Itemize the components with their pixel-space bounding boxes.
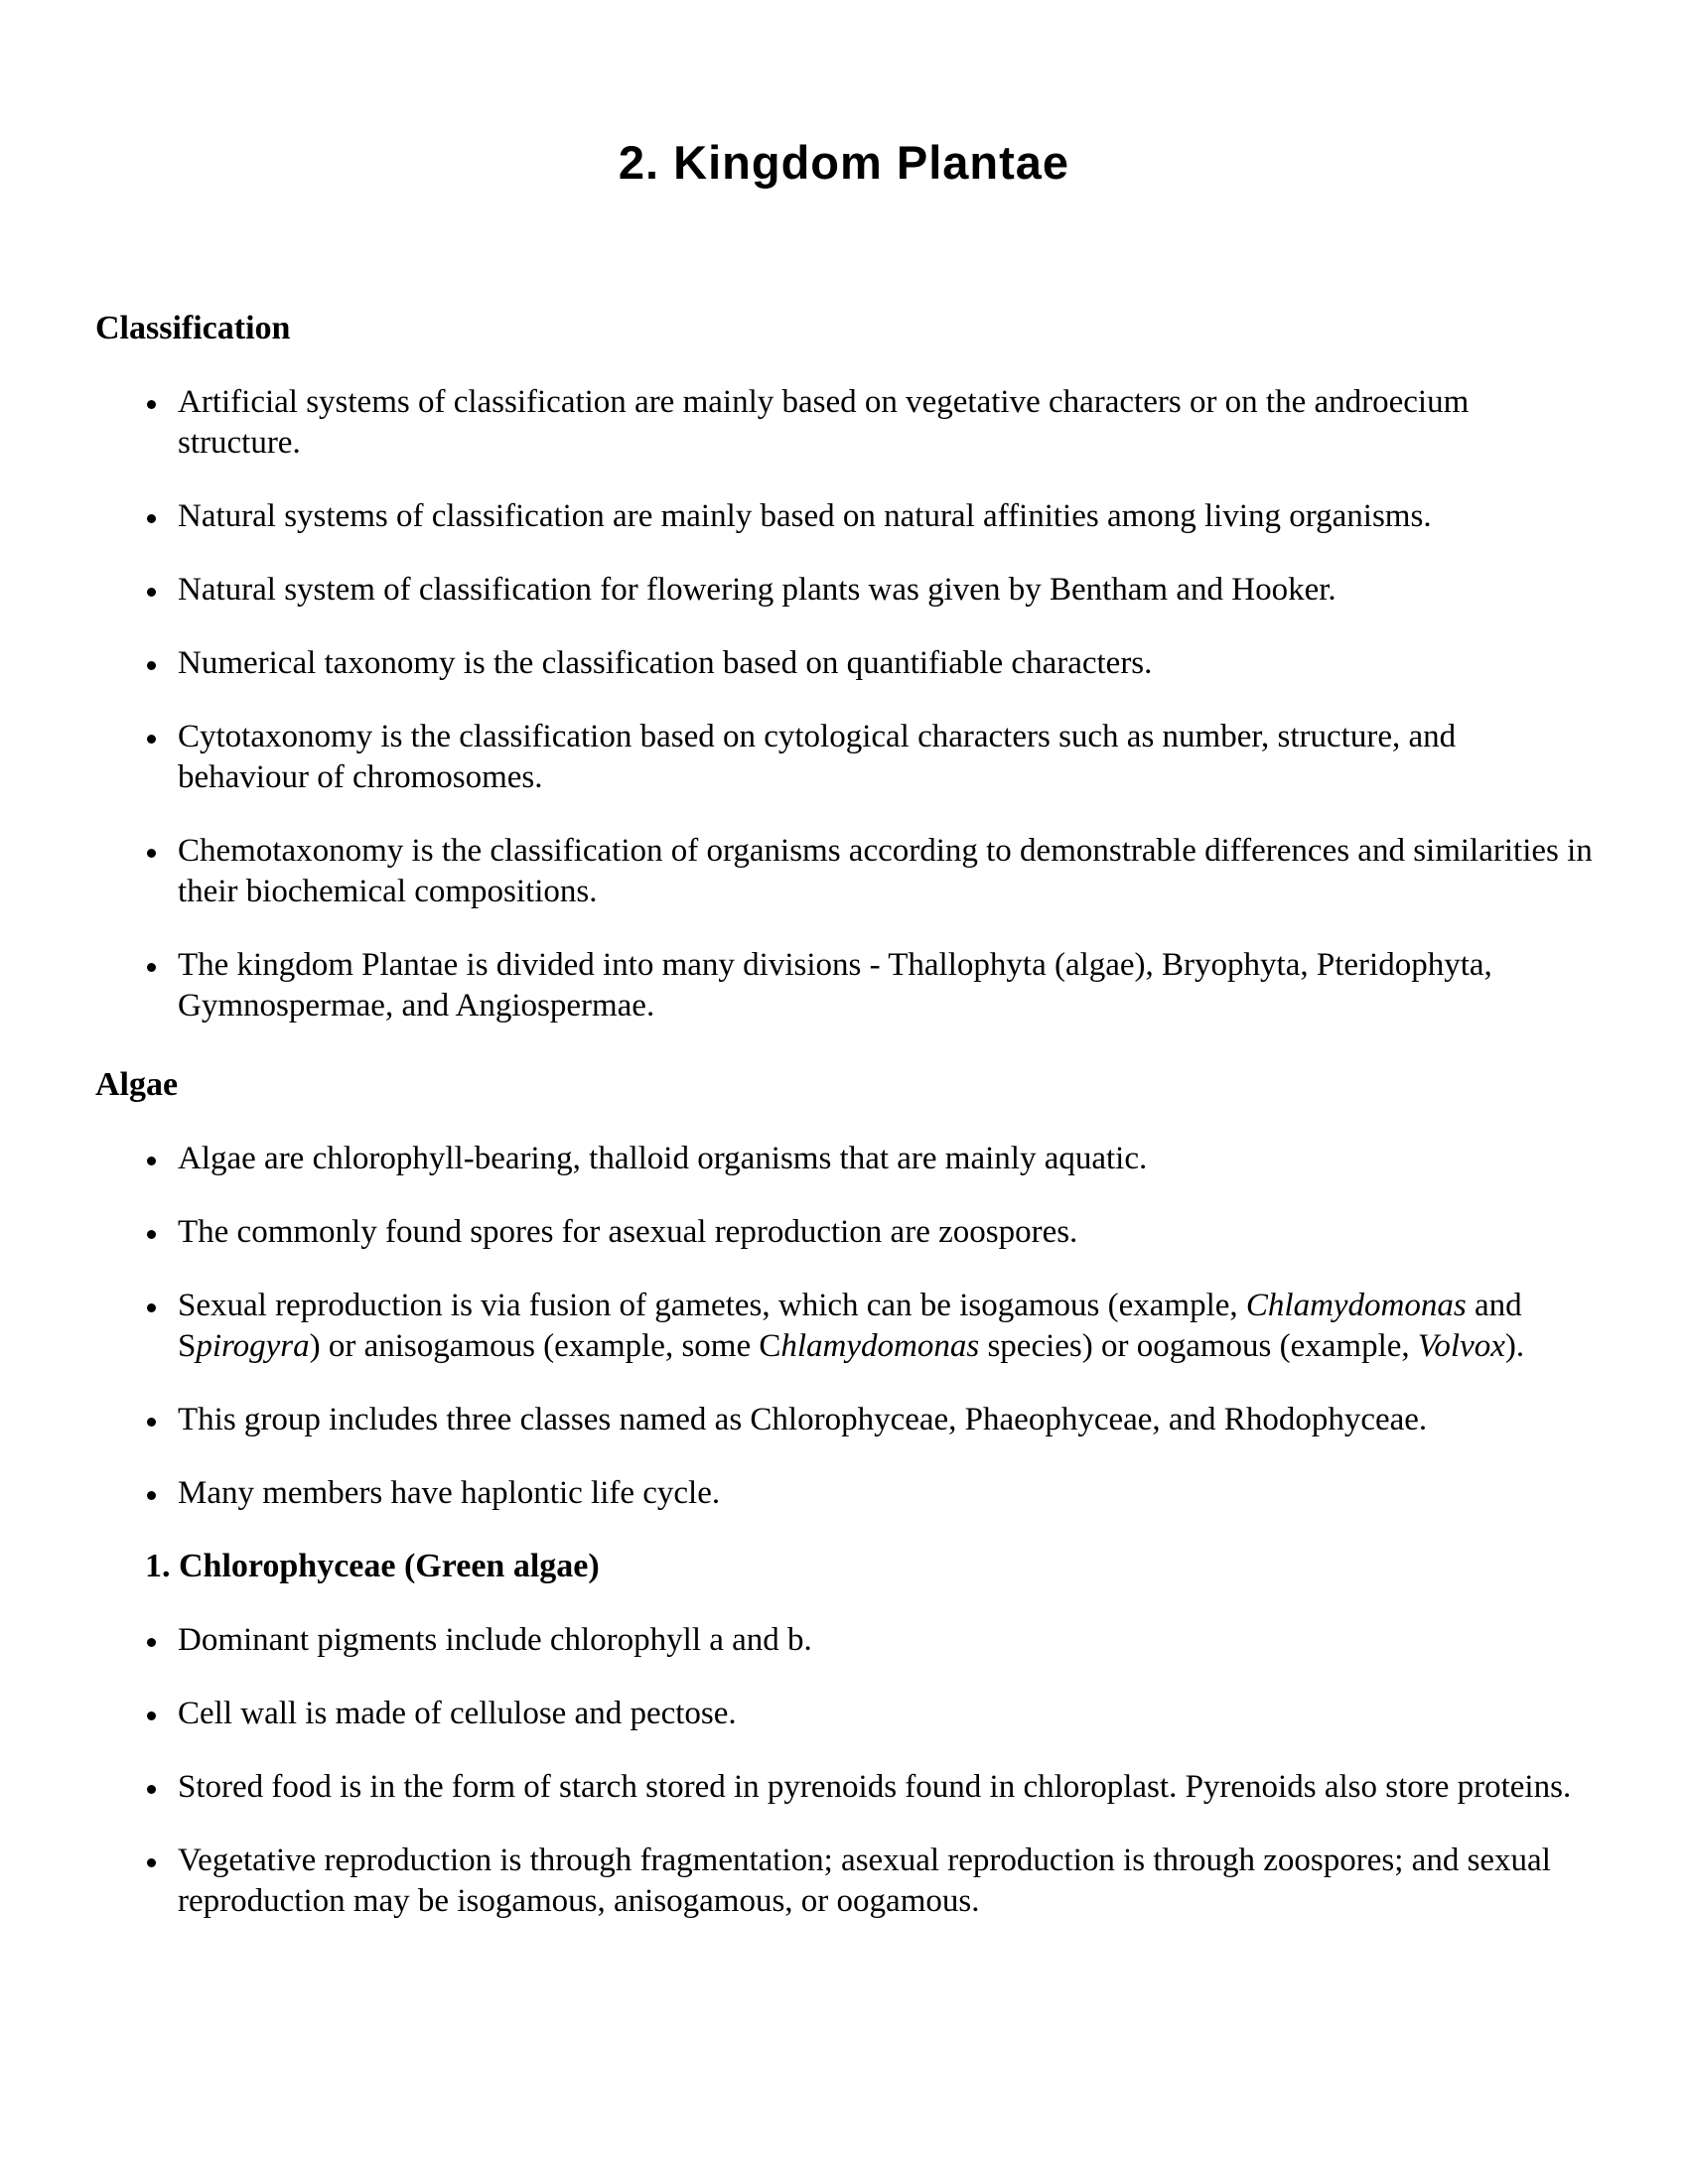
- species-name: hlamydomonas: [780, 1328, 980, 1364]
- text-run: ).: [1504, 1328, 1525, 1364]
- list-item: Dominant pigments include chlorophyll a and b.: [95, 1620, 1593, 1661]
- list-item: The kingdom Plantae is divided into many divisions - Thallophyta (algae), Bryophyta, Pteridophyta, Gymnospermae, and Angiospermae.: [95, 945, 1593, 1026]
- text-run: ) or anisogamous (example, some C: [309, 1328, 781, 1364]
- list-item-sexual-reproduction: [95, 1286, 1593, 1367]
- list-item: Algae are chlorophyll-bearing, thalloid organisms that are mainly aquatic.: [95, 1139, 1593, 1179]
- list-item: The commonly found spores for asexual reproduction are zoospores.: [95, 1212, 1593, 1253]
- list-item: Cell wall is made of cellulose and pectose.: [95, 1694, 1593, 1734]
- list-item: Numerical taxonomy is the classification based on quantifiable characters.: [95, 643, 1593, 684]
- list-item: Artificial systems of classification are mainly based on vegetative characters or on the androecium structure.: [95, 382, 1593, 464]
- chlorophyceae-list: [95, 1620, 1593, 1922]
- text-run: Sexual reproduction is via fusion of gametes, which can be isogamous (example,: [178, 1288, 1246, 1323]
- chlorophyceae-heading: 1. Chlorophyceae (Green algae): [145, 1548, 600, 1584]
- species-name: pirogyra: [196, 1328, 310, 1364]
- algae-list: [95, 1139, 1593, 1514]
- species-name: Volvox: [1417, 1328, 1505, 1364]
- list-item: Natural systems of classification are mainly based on natural affinities among living organisms.: [95, 496, 1593, 537]
- classification-list: [95, 382, 1593, 1026]
- list-item: Stored food is in the form of starch stored in pyrenoids found in chloroplast. Pyrenoids also store proteins.: [95, 1767, 1593, 1808]
- classification-heading: Classification: [95, 310, 291, 346]
- algae-heading: Algae: [95, 1066, 179, 1103]
- page-title: 2. Kingdom Plantae: [618, 136, 1070, 189]
- list-item: Many members have haplontic life cycle.: [95, 1473, 1593, 1514]
- species-name: Chlamydomonas: [1245, 1288, 1467, 1323]
- text-run: and S: [178, 1288, 1522, 1364]
- text-run: species) or oogamous (example,: [979, 1328, 1418, 1364]
- list-item: Natural system of classification for flowering plants was given by Bentham and Hooker.: [95, 570, 1593, 611]
- list-item: Cytotaxonomy is the classification based on cytological characters such as number, structure, and behaviour of chromosomes.: [95, 717, 1593, 798]
- list-item: This group includes three classes named as Chlorophyceae, Phaeophyceae, and Rhodophyceae.: [95, 1400, 1593, 1440]
- list-item: Chemotaxonomy is the classification of organisms according to demonstrable differences and similarities in their biochemical compositions.: [95, 831, 1593, 912]
- list-item: Vegetative reproduction is through fragmentation; asexual reproduction is through zoospores; and sexual reproduction may be isogamous, anisogamous, or oogamous.: [95, 1841, 1593, 1922]
